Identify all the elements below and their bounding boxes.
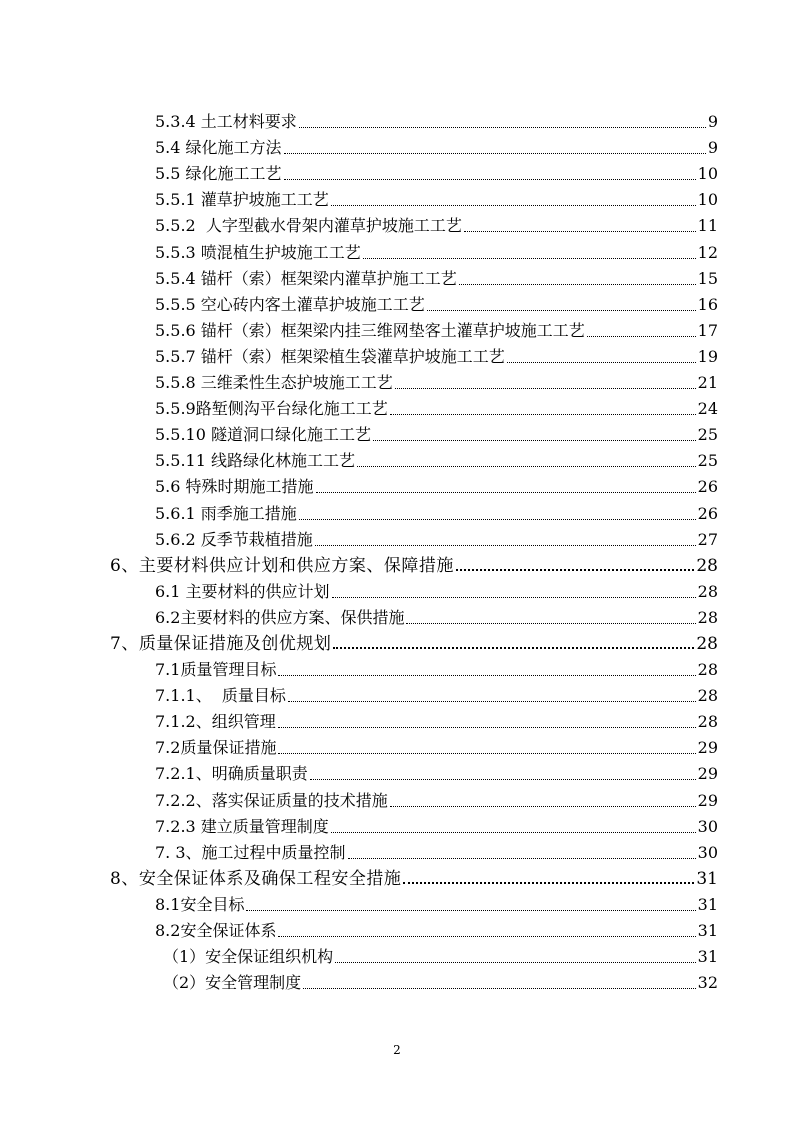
toc-entry[interactable] [0, 421, 794, 447]
toc-entry-title: 8、安全保证体系及确保工程安全措施 [110, 868, 402, 889]
toc-leader-dots [299, 519, 696, 520]
toc-leader-dots [284, 179, 696, 180]
toc-entry-title: 5.5.5 空心砖内客土灌草护坡施工工艺 [155, 294, 425, 314]
toc-entry-title: 5.6 特殊时期施工措施 [155, 477, 314, 497]
toc-leader-dots [278, 936, 695, 937]
toc-leader-dots [303, 988, 695, 989]
toc-entry[interactable] [0, 578, 794, 604]
toc-entry-title: 5.5.3 喷混植生护坡施工工艺 [155, 242, 361, 262]
toc-entry[interactable] [0, 134, 794, 160]
toc-entry-page: 29 [697, 764, 718, 784]
toc-entry-page: 29 [697, 790, 718, 810]
toc-entry[interactable] [0, 813, 794, 839]
toc-leader-dots [390, 414, 696, 415]
toc-entry[interactable] [0, 160, 794, 186]
toc-entry-page: 21 [697, 373, 718, 393]
toc-entry-title: 5.5.4 锚杆（索）框架梁内灌草护施工工艺 [155, 268, 457, 288]
toc-entry[interactable] [0, 108, 794, 134]
toc-entry-page: 28 [696, 555, 718, 576]
toc-leader-dots [403, 882, 694, 884]
toc-entry[interactable] [0, 865, 794, 891]
toc-entry-page: 28 [696, 633, 718, 654]
toc-entry[interactable] [0, 473, 794, 499]
toc-leader-dots [459, 284, 696, 285]
toc-entry[interactable] [0, 917, 794, 943]
toc-entry-title: 5.5.2 人字型截水骨架内灌草护坡施工工艺 [155, 216, 462, 236]
toc-entry[interactable] [0, 969, 794, 995]
toc-entry-title: 5.3.4 土工材料要求 [155, 112, 297, 132]
toc-entry-title: 7.1质量管理目标 [155, 660, 277, 680]
toc-leader-dots [390, 806, 696, 807]
toc-leader-dots [333, 647, 694, 649]
toc-leader-dots [427, 310, 696, 311]
toc-leader-dots [507, 362, 696, 363]
toc-entry[interactable] [0, 604, 794, 630]
toc-leader-dots [278, 727, 696, 728]
toc-entry-title: 8.2安全保证体系 [155, 921, 277, 940]
toc-leader-dots [288, 701, 696, 702]
toc-entry-title: 7.2.3 建立质量管理制度 [155, 816, 329, 836]
toc-entry-page: 24 [697, 399, 718, 419]
toc-entry-page: 11 [697, 216, 718, 236]
toc-entry-page: 25 [697, 451, 718, 471]
toc-entry-page: 26 [697, 503, 718, 523]
toc-entry-title: 5.5.7 锚杆（索）框架梁植生袋灌草护坡施工工艺 [155, 346, 505, 366]
toc-leader-dots [246, 910, 695, 911]
toc-entry[interactable] [0, 656, 794, 682]
toc-leader-dots [363, 258, 696, 259]
toc-entry-page: 12 [697, 242, 718, 262]
toc-entry-page: 17 [697, 320, 718, 340]
toc-leader-dots [284, 153, 706, 154]
toc-entry-title: 6、主要材料供应计划和供应方案、保障措施 [110, 555, 454, 576]
toc-entry-title: 5.5.11 线路绿化林施工工艺 [155, 451, 355, 471]
toc-entry-title: 5.5.9路堑侧沟平台绿化施工工艺 [155, 399, 388, 419]
toc-entry-page: 30 [697, 842, 718, 862]
toc-entry-page: 16 [697, 294, 718, 314]
toc-leader-dots [348, 858, 696, 859]
toc-entry[interactable] [0, 708, 794, 734]
toc-leader-dots [331, 832, 696, 833]
toc-entry[interactable] [0, 760, 794, 786]
toc-entry-title: 5.6.2 反季节栽植措施 [155, 529, 313, 549]
toc-leader-dots [278, 753, 695, 754]
toc-entry[interactable] [0, 943, 794, 969]
toc-entry[interactable] [0, 552, 794, 578]
toc-leader-dots [335, 962, 695, 963]
toc-entry[interactable] [0, 734, 794, 760]
table-of-contents [0, 108, 794, 995]
toc-entry[interactable] [0, 630, 794, 656]
toc-entry-page: 28 [697, 686, 718, 706]
toc-entry[interactable] [0, 291, 794, 317]
toc-entry[interactable] [0, 265, 794, 291]
toc-entry-page: 15 [697, 268, 718, 288]
toc-leader-dots [587, 336, 696, 337]
toc-entry-title: 6.2主要材料的供应方案、保供措施 [155, 607, 405, 627]
toc-entry[interactable] [0, 369, 794, 395]
toc-leader-dots [278, 675, 695, 676]
toc-entry-page: 28 [697, 581, 718, 601]
toc-entry-page: 19 [697, 346, 718, 366]
toc-leader-dots [373, 440, 696, 441]
toc-entry-title: 6.1 主要材料的供应计划 [155, 581, 330, 601]
toc-entry-page: 9 [707, 112, 718, 132]
toc-entry-page: 31 [697, 947, 718, 967]
toc-entry-page: 29 [697, 738, 718, 758]
toc-entry-title: 5.5.6 锚杆（索）框架梁内挂三维网垫客土灌草护坡施工工艺 [155, 320, 585, 340]
toc-entry-title: 5.5.10 隧道洞口绿化施工工艺 [155, 425, 371, 445]
toc-entry-title: （1）安全保证组织机构 [163, 947, 334, 967]
toc-entry[interactable] [0, 526, 794, 552]
toc-entry-page: 31 [697, 894, 718, 914]
toc-leader-dots [310, 779, 696, 780]
toc-entry[interactable] [0, 343, 794, 369]
toc-entry-page: 31 [696, 868, 718, 889]
toc-entry-page: 10 [697, 164, 718, 184]
toc-entry-page: 26 [697, 477, 718, 497]
toc-entry-page: 30 [697, 816, 718, 836]
toc-entry[interactable] [0, 682, 794, 708]
toc-entry-title: 7.2.2、落实保证质量的技术措施 [155, 790, 388, 810]
toc-entry-page: 28 [697, 607, 718, 627]
toc-entry[interactable] [0, 238, 794, 264]
toc-leader-dots [464, 231, 696, 232]
toc-entry-title: 5.5.1 灌草护坡施工工艺 [155, 190, 329, 210]
toc-entry-page: 28 [697, 712, 718, 732]
toc-entry-page: 10 [697, 190, 718, 210]
toc-leader-dots [395, 388, 696, 389]
toc-entry[interactable] [0, 317, 794, 343]
toc-entry-title: 5.6.1 雨季施工措施 [155, 503, 297, 523]
toc-entry-title: 5.5 绿化施工工艺 [155, 164, 282, 184]
toc-entry[interactable] [0, 212, 794, 238]
toc-entry[interactable] [0, 891, 794, 917]
toc-leader-dots [315, 545, 696, 546]
toc-leader-dots [406, 623, 695, 624]
toc-entry[interactable] [0, 839, 794, 865]
toc-entry-title: （2）安全管理制度 [163, 973, 302, 993]
toc-entry-page: 32 [697, 973, 718, 993]
toc-entry-page: 9 [707, 138, 718, 158]
toc-entry-title: 7.2质量保证措施 [155, 738, 277, 758]
toc-entry-title: 7. 3、施工过程中质量控制 [155, 842, 346, 862]
toc-entry-page: 27 [697, 529, 718, 549]
toc-leader-dots [456, 569, 695, 571]
toc-entry[interactable] [0, 395, 794, 421]
toc-entry-title: 8.1安全目标 [155, 894, 245, 914]
toc-entry-title: 7.2.1、明确质量职责 [155, 764, 308, 784]
toc-entry-page: 31 [697, 921, 718, 940]
toc-leader-dots [332, 597, 696, 598]
toc-entry-page: 25 [697, 425, 718, 445]
toc-entry-title: 5.4 绿化施工方法 [155, 138, 282, 158]
toc-entry[interactable] [0, 499, 794, 525]
toc-entry[interactable] [0, 447, 794, 473]
toc-entry-title: 7.1.1、 质量目标 [155, 686, 286, 706]
toc-leader-dots [316, 492, 696, 493]
toc-leader-dots [357, 466, 696, 467]
toc-entry[interactable] [0, 786, 794, 812]
toc-entry-title: 7.1.2、组织管理 [155, 712, 276, 732]
toc-entry[interactable] [0, 186, 794, 212]
page-number: 2 [393, 1043, 401, 1057]
toc-leader-dots [299, 127, 706, 128]
toc-entry-page: 28 [697, 660, 718, 680]
toc-leader-dots [331, 205, 696, 206]
toc-entry-title: 5.5.8 三维柔性生态护坡施工工艺 [155, 373, 393, 393]
toc-entry-title: 7、质量保证措施及创优规划 [110, 633, 332, 654]
